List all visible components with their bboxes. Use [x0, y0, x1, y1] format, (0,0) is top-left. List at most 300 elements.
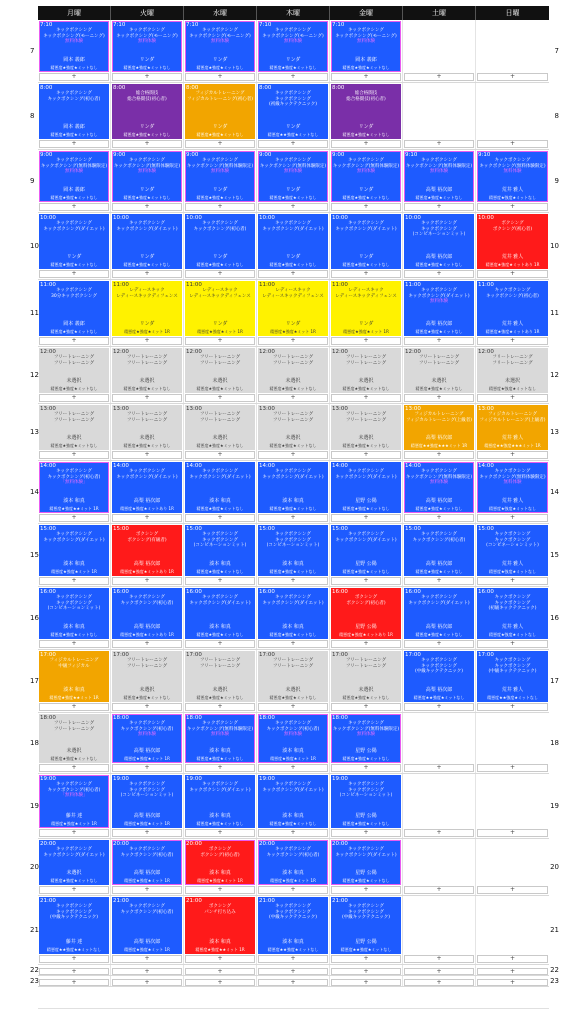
- class-card[interactable]: [331, 281, 401, 336]
- instructor-name: 未選択: [66, 435, 82, 442]
- class-card[interactable]: [185, 21, 255, 72]
- class-card[interactable]: [331, 588, 401, 639]
- add-slot-button[interactable]: +: [39, 703, 109, 711]
- add-slot-button[interactable]: +: [404, 337, 474, 345]
- class-time: 21:00: [186, 898, 202, 904]
- add-slot-button[interactable]: +: [258, 703, 328, 711]
- class-card[interactable]: [258, 214, 328, 269]
- instructor-name: 荒井 雅人: [501, 187, 524, 194]
- add-slot-button[interactable]: +: [331, 764, 401, 772]
- class-card[interactable]: [39, 151, 109, 202]
- class-card[interactable]: [404, 348, 474, 393]
- class-card[interactable]: [404, 462, 474, 513]
- class-title: レディースキックディフェンス: [335, 293, 397, 299]
- difficulty-label: 精悪度★強度★ミットなし: [342, 821, 390, 827]
- add-slot-button[interactable]: +: [477, 979, 548, 986]
- class-card[interactable]: [258, 21, 328, 72]
- add-slot-button[interactable]: +: [39, 886, 109, 894]
- class-card[interactable]: [331, 405, 401, 450]
- schedule-cell: [330, 587, 403, 649]
- class-card[interactable]: [39, 775, 109, 828]
- class-card[interactable]: [185, 281, 255, 336]
- class-card[interactable]: [477, 462, 548, 513]
- schedule-cell: [38, 650, 111, 712]
- add-slot-button[interactable]: +: [258, 394, 328, 402]
- class-card[interactable]: [258, 775, 328, 828]
- instructor-name: 荒井 雅人: [501, 254, 524, 261]
- add-slot-button[interactable]: +: [477, 270, 548, 278]
- class-card[interactable]: [258, 84, 328, 139]
- class-card[interactable]: [258, 897, 328, 954]
- add-slot-button[interactable]: +: [185, 886, 255, 894]
- add-slot-button[interactable]: +: [404, 886, 474, 894]
- add-slot-button[interactable]: +: [185, 955, 255, 963]
- instructor-name: 湊本 和真: [63, 687, 85, 694]
- class-card[interactable]: [404, 405, 474, 450]
- schedule-cell: [476, 524, 549, 586]
- add-slot-button[interactable]: +: [404, 955, 474, 963]
- add-slot-button[interactable]: +: [112, 640, 182, 648]
- class-card[interactable]: [185, 462, 255, 513]
- class-card[interactable]: [477, 588, 548, 639]
- instructor-name: リンダ: [139, 124, 155, 131]
- class-card[interactable]: [477, 214, 548, 269]
- class-card[interactable]: [404, 151, 474, 202]
- add-slot-button[interactable]: +: [112, 514, 182, 522]
- class-card[interactable]: [258, 405, 328, 450]
- class-card[interactable]: [331, 462, 401, 513]
- add-slot-button[interactable]: +: [258, 640, 328, 648]
- add-slot-button[interactable]: +: [258, 764, 328, 772]
- schedule-cell: [257, 461, 330, 523]
- class-title: 無料体験: [65, 39, 83, 45]
- add-slot-button[interactable]: +: [112, 829, 182, 837]
- schedule-cell: [403, 713, 476, 773]
- add-slot-button[interactable]: +: [185, 73, 255, 81]
- class-time: 15:00: [405, 526, 421, 532]
- schedule-cell: [330, 20, 403, 82]
- class-card[interactable]: [185, 651, 255, 702]
- add-slot-button[interactable]: +: [39, 337, 109, 345]
- class-title: キックボクシング: [56, 595, 92, 600]
- add-slot-button[interactable]: +: [404, 979, 474, 986]
- class-card[interactable]: [331, 840, 401, 885]
- add-slot-button[interactable]: +: [112, 577, 182, 585]
- class-card[interactable]: [331, 897, 401, 954]
- add-slot-button[interactable]: +: [185, 270, 255, 278]
- add-slot-button[interactable]: +: [477, 577, 548, 585]
- add-slot-button[interactable]: +: [185, 640, 255, 648]
- difficulty-label: 精悪度★★強度★ミットなし: [340, 947, 392, 953]
- class-title: キックボクシング: [421, 469, 457, 474]
- class-title: キックボクシング(ダイエット): [43, 537, 105, 543]
- difficulty-label: 精悪度★強度★ミットあり 1R: [120, 632, 174, 638]
- class-title: 無料体験: [357, 169, 375, 175]
- instructor-name: リンダ: [139, 254, 155, 261]
- footer-divider: [38, 1008, 549, 1009]
- add-slot-button[interactable]: +: [258, 140, 328, 148]
- class-card[interactable]: [112, 214, 182, 269]
- add-slot-button[interactable]: +: [331, 968, 401, 975]
- class-card[interactable]: [331, 775, 401, 828]
- instructor-name: 湊本 和真: [209, 561, 231, 568]
- class-time: 17:00: [40, 652, 56, 658]
- add-slot-button[interactable]: +: [477, 337, 548, 345]
- add-slot-button[interactable]: +: [331, 514, 401, 522]
- class-card[interactable]: [185, 84, 255, 139]
- add-slot-button[interactable]: +: [185, 451, 255, 459]
- class-card[interactable]: [185, 840, 255, 885]
- hour-label: 22: [30, 966, 39, 974]
- class-card[interactable]: [477, 405, 548, 450]
- class-card[interactable]: [404, 651, 474, 702]
- class-card[interactable]: [185, 897, 255, 954]
- add-slot-button[interactable]: +: [331, 337, 401, 345]
- add-slot-button[interactable]: +: [112, 703, 182, 711]
- difficulty-label: 精悪度★強度★ミットなし: [415, 329, 463, 335]
- class-card[interactable]: [477, 348, 548, 393]
- add-slot-button[interactable]: +: [477, 829, 548, 837]
- class-card[interactable]: [404, 214, 474, 269]
- class-card[interactable]: [39, 348, 109, 393]
- class-card[interactable]: [185, 214, 255, 269]
- add-slot-button[interactable]: +: [477, 394, 548, 402]
- class-card[interactable]: [258, 651, 328, 702]
- difficulty-label: 精悪度★強度★★ミット 1R: [49, 506, 99, 512]
- class-card[interactable]: [112, 840, 182, 885]
- add-slot-button[interactable]: +: [112, 968, 182, 975]
- class-card[interactable]: [258, 525, 328, 576]
- class-card[interactable]: [331, 348, 401, 393]
- add-slot-button[interactable]: +: [112, 140, 182, 148]
- class-card[interactable]: [185, 405, 255, 450]
- add-slot-button[interactable]: +: [185, 703, 255, 711]
- class-card[interactable]: [331, 21, 401, 72]
- class-card[interactable]: [404, 525, 474, 576]
- schedule-cell: [257, 150, 330, 212]
- difficulty-label: 精悪度★強度★ミットなし: [415, 262, 463, 268]
- class-time: 16:00: [332, 589, 348, 595]
- add-slot-button[interactable]: +: [39, 270, 109, 278]
- add-slot-button[interactable]: +: [331, 829, 401, 837]
- schedule-cell: [111, 524, 184, 586]
- hour-label: 7: [30, 47, 35, 55]
- add-slot-button[interactable]: +: [39, 968, 109, 975]
- add-slot-button[interactable]: +: [112, 451, 182, 459]
- add-slot-button[interactable]: +: [39, 394, 109, 402]
- add-slot-button[interactable]: +: [331, 140, 401, 148]
- add-slot-button[interactable]: +: [477, 73, 548, 81]
- class-card[interactable]: [39, 21, 109, 72]
- instructor-name: 未選択: [212, 687, 228, 694]
- class-time: 17:00: [186, 652, 202, 658]
- difficulty-label: 精悪度★強度★ミットなし: [50, 65, 98, 71]
- add-slot-button[interactable]: +: [331, 640, 401, 648]
- empty-slot: [477, 84, 548, 139]
- class-card[interactable]: [39, 525, 109, 576]
- add-slot-button[interactable]: +: [404, 764, 474, 772]
- class-card[interactable]: [185, 348, 255, 393]
- add-slot-button[interactable]: +: [477, 955, 548, 963]
- schedule-cell: [257, 774, 330, 838]
- schedule-cell: [257, 20, 330, 82]
- add-slot-button[interactable]: +: [404, 394, 474, 402]
- difficulty-label: 精悪度★強度★ミットなし: [342, 262, 390, 268]
- add-slot-button[interactable]: +: [404, 577, 474, 585]
- add-slot-button[interactable]: +: [331, 703, 401, 711]
- add-slot-button[interactable]: +: [39, 577, 109, 585]
- add-slot-button[interactable]: +: [112, 73, 182, 81]
- class-card[interactable]: [112, 897, 182, 954]
- add-slot-button[interactable]: +: [331, 955, 401, 963]
- class-title: キックボクシング: [129, 847, 165, 852]
- class-card[interactable]: [404, 281, 474, 336]
- class-title: フリートレーニング: [272, 417, 314, 423]
- add-slot-button[interactable]: +: [39, 73, 109, 81]
- class-card[interactable]: [112, 281, 182, 336]
- add-slot-button[interactable]: +: [185, 829, 255, 837]
- class-card[interactable]: [185, 525, 255, 576]
- add-slot-button[interactable]: +: [477, 886, 548, 894]
- class-card[interactable]: [404, 588, 474, 639]
- add-slot-button[interactable]: +: [477, 451, 548, 459]
- class-time: 18:00: [332, 715, 348, 721]
- class-card[interactable]: [112, 348, 182, 393]
- add-slot-button[interactable]: +: [331, 979, 401, 986]
- class-title: キックボクシング: [421, 288, 457, 293]
- add-slot-button[interactable]: +: [185, 764, 255, 772]
- add-slot-button[interactable]: +: [404, 140, 474, 148]
- class-title: キックボクシング: [348, 909, 384, 915]
- add-slot-button[interactable]: +: [477, 640, 548, 648]
- class-title: レディースキック: [129, 288, 165, 293]
- hour-row: [30, 976, 559, 987]
- class-title: フリートレーニング: [418, 360, 460, 366]
- class-card[interactable]: [39, 281, 109, 336]
- class-title: 無料体験: [503, 169, 522, 175]
- class-title: キックボクシング: [129, 721, 165, 726]
- class-card[interactable]: [112, 21, 182, 72]
- schedule-cell: [38, 839, 111, 895]
- class-title: キックボクシング: [56, 847, 92, 852]
- class-card[interactable]: [331, 714, 401, 763]
- schedule-cell: [111, 461, 184, 523]
- class-card[interactable]: [258, 840, 328, 885]
- class-time: 19:00: [113, 776, 129, 782]
- class-title: ボクシング(初心者): [492, 226, 533, 232]
- class-card[interactable]: [39, 840, 109, 885]
- instructor-name: 未選択: [139, 435, 155, 442]
- add-slot-button[interactable]: +: [404, 829, 474, 837]
- add-slot-button[interactable]: +: [112, 955, 182, 963]
- schedule-cell: [330, 83, 403, 149]
- class-card[interactable]: [477, 651, 548, 702]
- add-slot-button[interactable]: +: [185, 140, 255, 148]
- class-card[interactable]: [258, 348, 328, 393]
- class-card[interactable]: [185, 775, 255, 828]
- class-title: キックボクシング: [494, 469, 531, 474]
- class-card[interactable]: [185, 151, 255, 202]
- class-title: キックボクシング: [348, 787, 384, 793]
- add-slot-button[interactable]: +: [185, 577, 255, 585]
- add-slot-button[interactable]: +: [477, 203, 548, 211]
- add-slot-button[interactable]: +: [39, 829, 109, 837]
- schedule-cell: [184, 650, 257, 712]
- add-slot-button[interactable]: +: [112, 337, 182, 345]
- add-slot-button[interactable]: +: [258, 577, 328, 585]
- add-slot-button[interactable]: +: [404, 451, 474, 459]
- class-card[interactable]: [258, 281, 328, 336]
- add-slot-button[interactable]: +: [258, 829, 328, 837]
- class-card[interactable]: [112, 525, 182, 576]
- add-slot-button[interactable]: +: [112, 886, 182, 894]
- class-card[interactable]: [112, 405, 182, 450]
- class-card[interactable]: [112, 462, 182, 513]
- class-card[interactable]: [112, 588, 182, 639]
- add-slot-button[interactable]: +: [112, 979, 182, 986]
- class-title: (コンビネーションミット): [412, 232, 466, 238]
- add-slot-button[interactable]: +: [258, 451, 328, 459]
- class-card[interactable]: [331, 151, 401, 202]
- class-card[interactable]: [477, 151, 548, 202]
- instructor-name: 湊本 和真: [209, 870, 231, 877]
- add-slot-button[interactable]: +: [185, 968, 255, 975]
- add-slot-button[interactable]: +: [404, 968, 474, 975]
- add-slot-button[interactable]: +: [477, 140, 548, 148]
- class-card[interactable]: [112, 651, 182, 702]
- class-card[interactable]: [331, 214, 401, 269]
- class-time: 9:00: [259, 152, 272, 158]
- add-slot-button[interactable]: +: [39, 979, 109, 986]
- hour-label: 17: [550, 677, 559, 685]
- class-title: キックボクシング(ダイエット): [262, 474, 324, 480]
- class-card[interactable]: [39, 897, 109, 954]
- add-slot-button[interactable]: +: [331, 394, 401, 402]
- add-slot-button[interactable]: +: [404, 203, 474, 211]
- add-slot-button[interactable]: +: [258, 270, 328, 278]
- add-slot-button[interactable]: +: [258, 968, 328, 975]
- class-card[interactable]: [185, 588, 255, 639]
- class-title: レディースキックディフェンス: [189, 293, 251, 299]
- class-title: フリートレーニング: [272, 360, 314, 366]
- add-slot-button[interactable]: +: [112, 270, 182, 278]
- add-slot-button[interactable]: +: [331, 203, 401, 211]
- add-slot-button[interactable]: +: [404, 640, 474, 648]
- class-card[interactable]: [39, 588, 109, 639]
- schedule-cell: [330, 524, 403, 586]
- class-card[interactable]: [112, 151, 182, 202]
- class-card[interactable]: [477, 281, 548, 336]
- class-card[interactable]: [258, 714, 328, 763]
- add-slot-button[interactable]: +: [185, 203, 255, 211]
- add-slot-button[interactable]: +: [258, 203, 328, 211]
- class-card[interactable]: [39, 462, 109, 513]
- add-slot-button[interactable]: +: [39, 451, 109, 459]
- class-card[interactable]: [39, 214, 109, 269]
- add-slot-button[interactable]: +: [112, 394, 182, 402]
- add-slot-button[interactable]: +: [331, 886, 401, 894]
- add-slot-button[interactable]: +: [331, 577, 401, 585]
- instructor-name: 星野 公陽: [355, 561, 377, 568]
- class-card[interactable]: [39, 405, 109, 450]
- add-slot-button[interactable]: +: [477, 968, 548, 975]
- add-slot-button[interactable]: +: [39, 764, 109, 772]
- add-slot-button[interactable]: +: [331, 451, 401, 459]
- instructor-name: 高梨 裕次郎: [425, 498, 453, 505]
- class-title: キックボクシング: [56, 532, 92, 537]
- add-slot-button[interactable]: +: [404, 514, 474, 522]
- add-slot-button[interactable]: +: [112, 203, 182, 211]
- add-slot-button[interactable]: +: [331, 270, 401, 278]
- class-title: キックボクシング(モーニング): [116, 33, 178, 39]
- add-slot-button[interactable]: +: [39, 203, 109, 211]
- add-slot-button[interactable]: +: [39, 140, 109, 148]
- add-slot-button[interactable]: +: [477, 514, 548, 522]
- add-slot-button[interactable]: +: [477, 764, 548, 772]
- add-slot-button[interactable]: +: [185, 394, 255, 402]
- add-slot-button[interactable]: +: [477, 703, 548, 711]
- class-card[interactable]: [112, 84, 182, 139]
- add-slot-button[interactable]: +: [258, 886, 328, 894]
- add-slot-button[interactable]: +: [185, 979, 255, 986]
- class-card[interactable]: [331, 525, 401, 576]
- instructor-name: 荒井 雅人: [501, 498, 524, 505]
- class-title: キックボクシング: [275, 595, 311, 600]
- class-card[interactable]: [477, 525, 548, 576]
- instructor-name: 湊本 和真: [282, 748, 304, 755]
- class-card[interactable]: [258, 151, 328, 202]
- instructor-name: 湊本 和真: [63, 498, 85, 505]
- add-slot-button[interactable]: +: [404, 270, 474, 278]
- class-title: レディースキックディフェンス: [116, 293, 178, 299]
- hour-label: 20: [550, 863, 559, 871]
- add-slot-button[interactable]: +: [404, 703, 474, 711]
- class-card[interactable]: [258, 462, 328, 513]
- add-slot-button[interactable]: +: [39, 640, 109, 648]
- class-title: レディースキック: [202, 288, 238, 293]
- add-slot-button[interactable]: +: [258, 73, 328, 81]
- add-slot-button[interactable]: +: [39, 514, 109, 522]
- add-slot-button[interactable]: +: [404, 73, 474, 81]
- add-slot-button[interactable]: +: [112, 764, 182, 772]
- empty-slot: [477, 840, 548, 885]
- class-card[interactable]: [112, 775, 182, 828]
- class-title: 無料体験: [357, 732, 375, 738]
- class-card[interactable]: [39, 84, 109, 139]
- class-title: フリートレーニング: [126, 360, 168, 366]
- add-slot-button[interactable]: +: [258, 955, 328, 963]
- add-slot-button[interactable]: +: [39, 955, 109, 963]
- instructor-name: リンダ: [358, 321, 374, 328]
- schedule-cell: [257, 347, 330, 403]
- class-card[interactable]: [39, 651, 109, 702]
- add-slot-button[interactable]: +: [331, 73, 401, 81]
- add-slot-button[interactable]: +: [258, 337, 328, 345]
- add-slot-button[interactable]: +: [258, 979, 328, 986]
- schedule-cell: [38, 404, 111, 460]
- add-slot-button[interactable]: +: [258, 514, 328, 522]
- class-card[interactable]: [258, 588, 328, 639]
- class-card[interactable]: [331, 651, 401, 702]
- class-card[interactable]: [112, 714, 182, 763]
- class-card[interactable]: [39, 714, 109, 763]
- add-slot-button[interactable]: +: [185, 514, 255, 522]
- class-title: 無料体験: [138, 732, 156, 738]
- class-card[interactable]: [331, 84, 401, 139]
- add-slot-button[interactable]: +: [185, 337, 255, 345]
- schedule-cell: [403, 213, 476, 279]
- class-card[interactable]: [185, 714, 255, 763]
